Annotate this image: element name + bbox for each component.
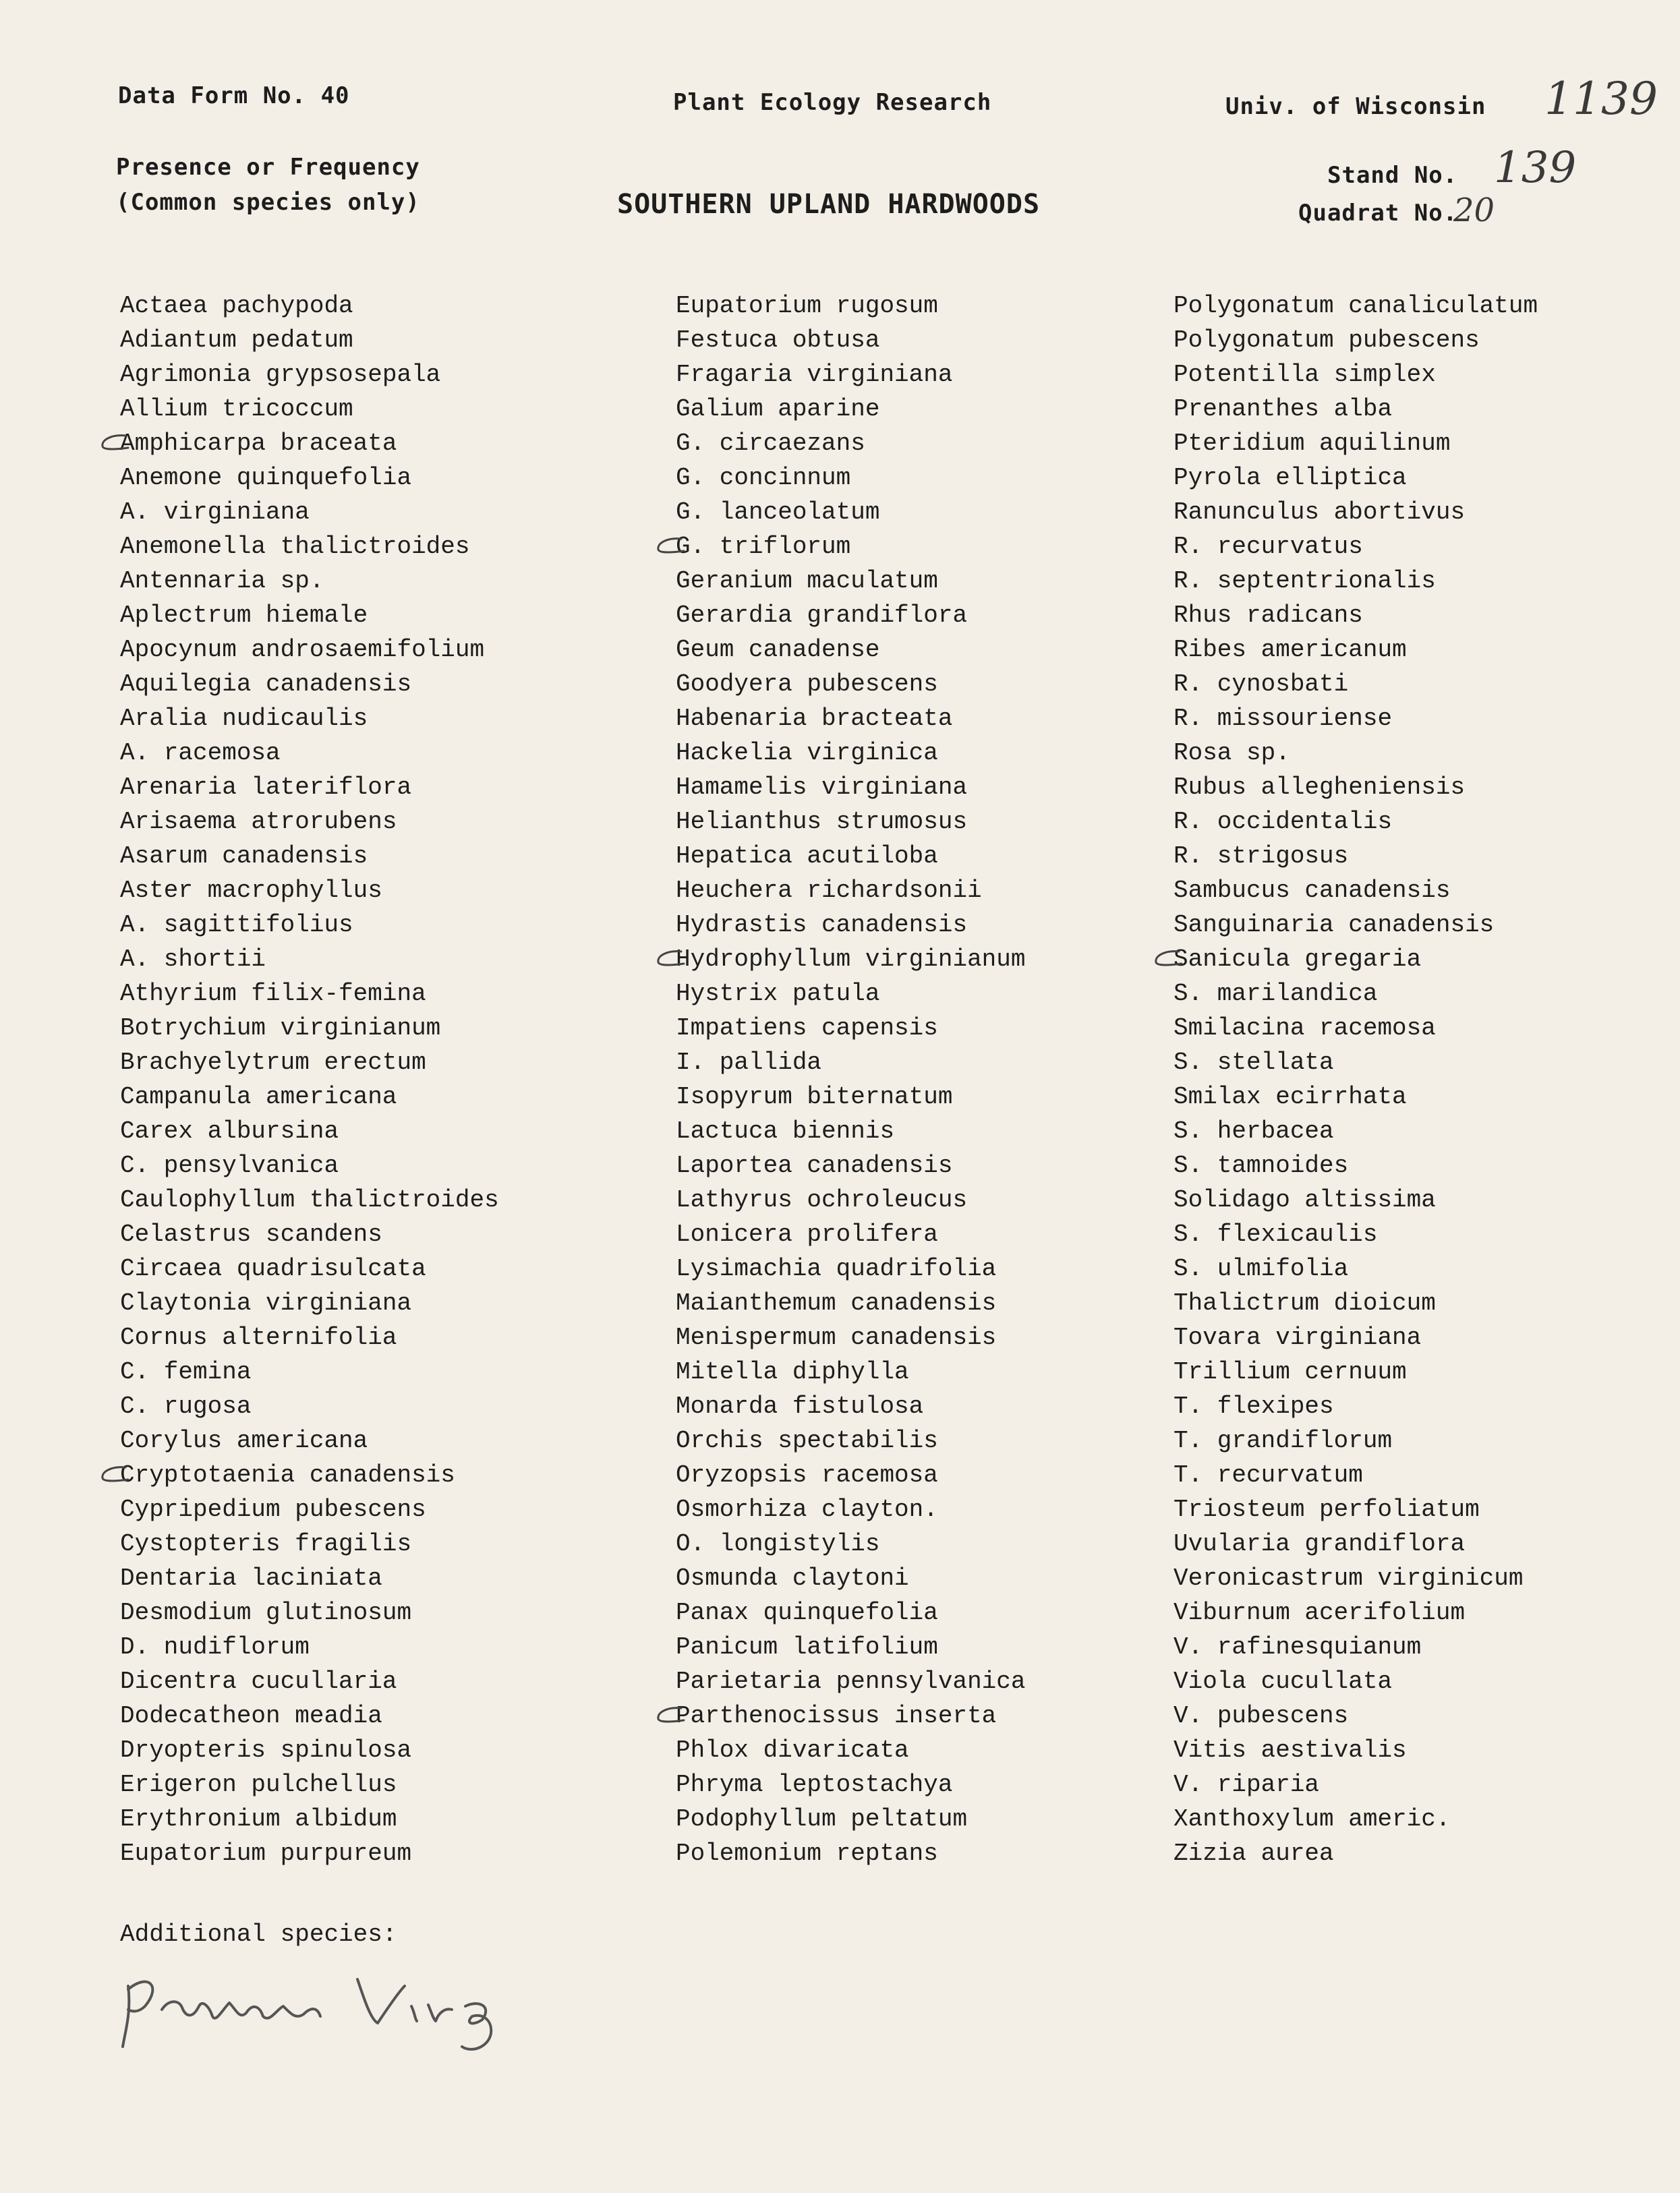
species-item — [1174, 1252, 1538, 1286]
quadrat-label: Quadrat No. — [1298, 200, 1458, 227]
species-item — [1174, 1699, 1538, 1733]
species-name: Celastrus scandens — [120, 1221, 382, 1248]
species-name: Mitella diphylla — [676, 1358, 909, 1386]
species-item — [676, 1836, 1025, 1871]
species-item — [120, 1424, 499, 1458]
species-name: Aster macrophyllus — [120, 877, 382, 904]
species-name: Geum canadense — [676, 636, 880, 664]
species-name: Cystopteris fragilis — [120, 1530, 412, 1558]
presence-sublabel: (Common species only) — [116, 189, 420, 216]
species-item — [120, 942, 499, 976]
species-name: D. nudiflorum — [120, 1633, 310, 1661]
species-item — [1174, 1114, 1538, 1148]
species-name: Prenanthes alba — [1174, 395, 1393, 423]
species-item — [1174, 1217, 1538, 1252]
species-item — [120, 1252, 499, 1286]
species-item — [120, 1114, 499, 1148]
species-name: Osmorhiza clayton. — [676, 1496, 938, 1523]
species-item — [120, 1389, 499, 1424]
species-name: G. triflorum — [676, 533, 851, 560]
species-item — [676, 495, 1025, 529]
species-name: A. racemosa — [120, 739, 281, 767]
species-item — [1174, 495, 1538, 529]
species-name: Isopyrum biternatum — [676, 1083, 953, 1111]
university: Univ. of Wisconsin — [1225, 93, 1486, 120]
species-item — [120, 976, 499, 1011]
species-column-2 — [676, 289, 1025, 1871]
species-item — [676, 1802, 1025, 1836]
species-item — [1174, 1148, 1538, 1183]
species-name: S. ulmifolia — [1174, 1255, 1349, 1283]
species-name: Aquilegia canadensis — [120, 670, 412, 698]
species-item — [1174, 1630, 1538, 1664]
species-name: Maianthemum canadensis — [676, 1289, 997, 1317]
species-name: Desmodium glutinosum — [120, 1599, 412, 1627]
species-item — [676, 564, 1025, 598]
species-name: V. pubescens — [1174, 1702, 1349, 1730]
species-name: C. rugosa — [120, 1393, 252, 1420]
species-name: Phryma leptostachya — [676, 1771, 953, 1799]
species-item — [120, 1320, 499, 1355]
species-item — [676, 908, 1025, 942]
species-item — [1174, 701, 1538, 736]
species-item — [120, 1080, 499, 1114]
handwritten-additional-species — [115, 1959, 573, 2060]
species-item — [676, 323, 1025, 357]
species-name: Arisaema atrorubens — [120, 808, 397, 836]
species-item — [1174, 1286, 1538, 1320]
species-item — [120, 289, 499, 323]
species-item — [120, 1767, 499, 1802]
species-item — [1174, 1080, 1538, 1114]
species-item — [676, 1630, 1025, 1664]
check-mark-icon — [98, 1465, 129, 1485]
species-name: Allium tricoccum — [120, 395, 353, 423]
species-name: Sanguinaria canadensis — [1174, 911, 1495, 939]
species-item — [120, 1664, 499, 1699]
species-column-3 — [1174, 289, 1538, 1871]
species-item — [1174, 1320, 1538, 1355]
species-name: Parietaria pennsylvanica — [676, 1668, 1026, 1695]
species-name: Smilax ecirrhata — [1174, 1083, 1407, 1111]
species-item — [676, 976, 1025, 1011]
check-mark-icon — [654, 949, 685, 969]
species-item — [120, 1217, 499, 1252]
species-name: Trillium cernuum — [1174, 1358, 1407, 1386]
species-name: Corylus americana — [120, 1427, 368, 1455]
species-item — [676, 942, 1025, 976]
species-name: Lathyrus ochroleucus — [676, 1186, 968, 1214]
species-name: Potentilla simplex — [1174, 361, 1436, 388]
species-name: Dentaria laciniata — [120, 1565, 382, 1592]
species-column-1 — [120, 289, 499, 1871]
species-name: Gerardia grandiflora — [676, 602, 968, 629]
species-name: Viola cucullata — [1174, 1668, 1393, 1695]
species-item — [1174, 873, 1538, 908]
species-item — [676, 461, 1025, 495]
species-item — [120, 736, 499, 770]
species-name: G. circaezans — [676, 430, 865, 457]
species-item — [120, 1148, 499, 1183]
species-item — [676, 1492, 1025, 1527]
species-item — [120, 701, 499, 736]
species-name: Athyrium filix-femina — [120, 980, 426, 1007]
presence-label: Presence or Frequency — [116, 154, 420, 181]
species-name: Eupatorium rugosum — [676, 292, 938, 320]
species-name: Polygonatum canaliculatum — [1174, 292, 1538, 320]
species-item — [1174, 667, 1538, 701]
species-item — [120, 633, 499, 667]
species-item — [676, 1286, 1025, 1320]
species-item — [676, 805, 1025, 839]
form-number: Data Form No. 40 — [118, 82, 350, 109]
species-item — [120, 1630, 499, 1664]
species-name: S. flexicaulis — [1174, 1221, 1378, 1248]
species-name: Lonicera prolifera — [676, 1221, 938, 1248]
species-name: Solidago altissima — [1174, 1186, 1436, 1214]
species-name: Xanthoxylum americ. — [1174, 1805, 1451, 1833]
species-name: Hamamelis virginiana — [676, 773, 968, 801]
species-name: Apocynum androsaemifolium — [120, 636, 485, 664]
species-item — [120, 392, 499, 426]
species-name: Claytonia virginiana — [120, 1289, 412, 1317]
species-item — [676, 839, 1025, 873]
species-item — [676, 1114, 1025, 1148]
species-item — [120, 1458, 499, 1492]
species-item — [120, 1286, 499, 1320]
species-item — [1174, 1458, 1538, 1492]
species-item — [120, 1733, 499, 1767]
species-item — [1174, 1183, 1538, 1217]
species-name: Rubus allegheniensis — [1174, 773, 1466, 801]
species-name: T. recurvatum — [1174, 1461, 1363, 1489]
species-name: S. herbacea — [1174, 1117, 1334, 1145]
species-item — [120, 426, 499, 461]
species-item — [120, 770, 499, 805]
check-mark-icon — [654, 1705, 685, 1726]
quadrat-value: 20 — [1453, 192, 1495, 229]
species-item — [120, 1492, 499, 1527]
species-name: V. rafinesquianum — [1174, 1633, 1422, 1661]
species-name: Lysimachia quadrifolia — [676, 1255, 997, 1283]
species-name: Helianthus strumosus — [676, 808, 968, 836]
species-item — [120, 1183, 499, 1217]
species-name: Menispermum canadensis — [676, 1324, 997, 1351]
species-item — [1174, 392, 1538, 426]
species-item — [1174, 1733, 1538, 1767]
species-item — [120, 495, 499, 529]
species-item — [676, 1320, 1025, 1355]
species-name: Adiantum pedatum — [120, 326, 353, 354]
species-item — [1174, 1424, 1538, 1458]
stand-label: Stand No. — [1327, 162, 1458, 189]
species-name: G. lanceolatum — [676, 498, 880, 526]
species-name: Dodecatheon meadia — [120, 1702, 382, 1730]
species-name: Asarum canadensis — [120, 842, 368, 870]
species-item — [120, 908, 499, 942]
species-name: Rosa sp. — [1174, 739, 1290, 767]
species-item — [120, 564, 499, 598]
species-name: C. femina — [120, 1358, 252, 1386]
species-item — [1174, 1011, 1538, 1045]
species-name: S. marilandica — [1174, 980, 1378, 1007]
species-name: Cypripedium pubescens — [120, 1496, 426, 1523]
species-item — [676, 1045, 1025, 1080]
species-name: Orchis spectabilis — [676, 1427, 938, 1455]
species-name: R. cynosbati — [1174, 670, 1349, 698]
species-name: Amphicarpa braceata — [120, 430, 397, 457]
species-name: Hydrophyllum virginianum — [676, 945, 1026, 973]
species-name: Laportea canadensis — [676, 1152, 953, 1179]
species-item — [676, 426, 1025, 461]
species-item — [676, 598, 1025, 633]
species-name: Panicum latifolium — [676, 1633, 938, 1661]
species-name: Geranium maculatum — [676, 567, 938, 595]
species-name: Smilacina racemosa — [1174, 1014, 1436, 1042]
species-item — [676, 1596, 1025, 1630]
species-name: Monarda fistulosa — [676, 1393, 924, 1420]
species-item — [120, 839, 499, 873]
species-item — [120, 529, 499, 564]
species-name: Polygonatum pubescens — [1174, 326, 1480, 354]
species-name: R. recurvatus — [1174, 533, 1363, 560]
species-name: Hackelia virginica — [676, 739, 938, 767]
species-name: Festuca obtusa — [676, 326, 880, 354]
species-name: Tovara virginiana — [1174, 1324, 1422, 1351]
species-name: Ribes americanum — [1174, 636, 1407, 664]
species-item — [676, 1458, 1025, 1492]
species-item — [1174, 426, 1538, 461]
species-name: Erythronium albidum — [120, 1805, 397, 1833]
species-item — [1174, 839, 1538, 873]
species-name: Anemonella thalictroides — [120, 533, 470, 560]
species-item — [676, 633, 1025, 667]
species-name: Goodyera pubescens — [676, 670, 938, 698]
species-item — [1174, 357, 1538, 392]
species-name: R. septentrionalis — [1174, 567, 1436, 595]
species-item — [120, 598, 499, 633]
species-name: Rhus radicans — [1174, 602, 1363, 629]
species-item — [120, 357, 499, 392]
species-item — [1174, 564, 1538, 598]
species-item — [1174, 1355, 1538, 1389]
species-item — [676, 357, 1025, 392]
species-name: G. concinnum — [676, 464, 851, 492]
stand-value: 139 — [1494, 143, 1577, 193]
species-item — [676, 289, 1025, 323]
species-item — [1174, 1802, 1538, 1836]
species-name: Podophyllum peltatum — [676, 1805, 968, 1833]
species-item — [1174, 461, 1538, 495]
species-name: Viburnum acerifolium — [1174, 1599, 1466, 1627]
species-name: Thalictrum dioicum — [1174, 1289, 1436, 1317]
species-item — [676, 529, 1025, 564]
species-item — [676, 770, 1025, 805]
species-item — [676, 1424, 1025, 1458]
species-name: Fragaria virginiana — [676, 361, 953, 388]
species-name: Botrychium virginianum — [120, 1014, 441, 1042]
species-item — [1174, 289, 1538, 323]
species-item — [120, 1045, 499, 1080]
species-item — [676, 1664, 1025, 1699]
species-item — [120, 1596, 499, 1630]
species-item — [1174, 976, 1538, 1011]
species-item — [1174, 1527, 1538, 1561]
species-name: Pyrola elliptica — [1174, 464, 1407, 492]
species-name: Parthenocissus inserta — [676, 1702, 997, 1730]
species-name: Antennaria sp. — [120, 567, 324, 595]
species-item — [1174, 1767, 1538, 1802]
species-item — [120, 1011, 499, 1045]
species-name: Triosteum perfoliatum — [1174, 1496, 1480, 1523]
species-item — [120, 1802, 499, 1836]
species-item — [676, 1080, 1025, 1114]
species-name: S. stellata — [1174, 1049, 1334, 1076]
species-name: Dicentra cucullaria — [120, 1668, 397, 1695]
species-item — [676, 392, 1025, 426]
species-item — [1174, 1664, 1538, 1699]
species-item — [120, 1527, 499, 1561]
check-mark-icon — [98, 433, 129, 453]
species-item — [1174, 598, 1538, 633]
species-item — [120, 873, 499, 908]
species-item — [676, 1733, 1025, 1767]
species-item — [1174, 805, 1538, 839]
species-name: Anemone quinquefolia — [120, 464, 412, 492]
species-item — [676, 1389, 1025, 1424]
species-item — [1174, 908, 1538, 942]
species-item — [1174, 1492, 1538, 1527]
species-name: A. virginiana — [120, 498, 310, 526]
species-item — [676, 1252, 1025, 1286]
check-mark-icon — [1152, 949, 1183, 969]
species-name: C. pensylvanica — [120, 1152, 339, 1179]
species-name: T. grandiflorum — [1174, 1427, 1393, 1455]
species-name: R. strigosus — [1174, 842, 1349, 870]
species-name: Erigeron pulchellus — [120, 1771, 397, 1799]
species-name: Habenaria bracteata — [676, 705, 953, 732]
species-item — [1174, 1596, 1538, 1630]
species-name: Vitis aestivalis — [1174, 1736, 1407, 1764]
species-item — [676, 1527, 1025, 1561]
species-name: Galium aparine — [676, 395, 880, 423]
species-item — [120, 667, 499, 701]
species-name: Eupatorium purpureum — [120, 1840, 412, 1867]
species-item — [1174, 736, 1538, 770]
species-item — [676, 1011, 1025, 1045]
species-item — [676, 1561, 1025, 1596]
species-name: Actaea pachypoda — [120, 292, 353, 320]
species-item — [676, 1148, 1025, 1183]
species-name: Caulophyllum thalictroides — [120, 1186, 499, 1214]
species-name: Phlox divaricata — [676, 1736, 909, 1764]
species-item — [1174, 942, 1538, 976]
species-item — [676, 1183, 1025, 1217]
species-name: Dryopteris spinulosa — [120, 1736, 412, 1764]
species-name: A. shortii — [120, 945, 266, 973]
species-name: Lactuca biennis — [676, 1117, 895, 1145]
page-title: SOUTHERN UPLAND HARDWOODS — [617, 189, 1041, 220]
species-name: Cryptotaenia canadensis — [120, 1461, 455, 1489]
species-item — [676, 1699, 1025, 1733]
organization: Plant Ecology Research — [673, 89, 992, 116]
species-name: R. occidentalis — [1174, 808, 1393, 836]
species-name: V. riparia — [1174, 1771, 1320, 1799]
species-name: A. sagittifolius — [120, 911, 353, 939]
species-name: O. longistylis — [676, 1530, 880, 1558]
species-item — [120, 323, 499, 357]
species-item — [676, 873, 1025, 908]
species-item — [1174, 1561, 1538, 1596]
species-name: Uvularia grandiflora — [1174, 1530, 1466, 1558]
species-item — [120, 1561, 499, 1596]
species-name: Veronicastrum virginicum — [1174, 1565, 1524, 1592]
species-item — [1174, 323, 1538, 357]
species-item — [676, 701, 1025, 736]
species-name: Osmunda claytoni — [676, 1565, 909, 1592]
species-name: I. pallida — [676, 1049, 822, 1076]
species-name: Agrimonia grypsosepala — [120, 361, 441, 388]
species-item — [120, 1699, 499, 1733]
species-item — [1174, 1045, 1538, 1080]
species-name: R. missouriense — [1174, 705, 1393, 732]
species-name: S. tamnoides — [1174, 1152, 1349, 1179]
species-item — [1174, 770, 1538, 805]
species-name: Hystrix patula — [676, 980, 880, 1007]
species-item — [1174, 1836, 1538, 1871]
check-mark-icon — [654, 536, 685, 556]
species-name: Impatiens capensis — [676, 1014, 938, 1042]
species-name: Arenaria lateriflora — [120, 773, 412, 801]
additional-species-label: Additional species: — [120, 1921, 397, 1948]
species-item — [120, 1355, 499, 1389]
species-name: Aplectrum hiemale — [120, 602, 368, 629]
species-name: Sambucus canadensis — [1174, 877, 1451, 904]
species-item — [1174, 529, 1538, 564]
species-item — [676, 1217, 1025, 1252]
species-name: Circaea quadrisulcata — [120, 1255, 426, 1283]
species-name: Brachyelytrum erectum — [120, 1049, 426, 1076]
species-name: Polemonium reptans — [676, 1840, 938, 1867]
species-item — [676, 667, 1025, 701]
species-name: Cornus alternifolia — [120, 1324, 397, 1351]
species-name: Pteridium aquilinum — [1174, 430, 1451, 457]
species-name: Panax quinquefolia — [676, 1599, 938, 1627]
species-item — [676, 736, 1025, 770]
species-name: Campanula americana — [120, 1083, 397, 1111]
species-name: Sanicula gregaria — [1174, 945, 1422, 973]
species-name: Heuchera richardsonii — [676, 877, 982, 904]
species-item — [120, 461, 499, 495]
species-name: Hepatica acutiloba — [676, 842, 938, 870]
species-item — [1174, 1389, 1538, 1424]
species-name: Ranunculus abortivus — [1174, 498, 1466, 526]
species-name: T. flexipes — [1174, 1393, 1334, 1420]
species-name: Hydrastis canadensis — [676, 911, 968, 939]
species-name: Carex albursina — [120, 1117, 339, 1145]
species-item — [120, 805, 499, 839]
species-item — [120, 1836, 499, 1871]
species-item — [676, 1767, 1025, 1802]
species-name: Zizia aurea — [1174, 1840, 1334, 1867]
species-name: Aralia nudicaulis — [120, 705, 368, 732]
species-item — [1174, 633, 1538, 667]
species-name: Oryzopsis racemosa — [676, 1461, 938, 1489]
species-item — [676, 1355, 1025, 1389]
handwritten-number: 1139 — [1544, 73, 1658, 125]
